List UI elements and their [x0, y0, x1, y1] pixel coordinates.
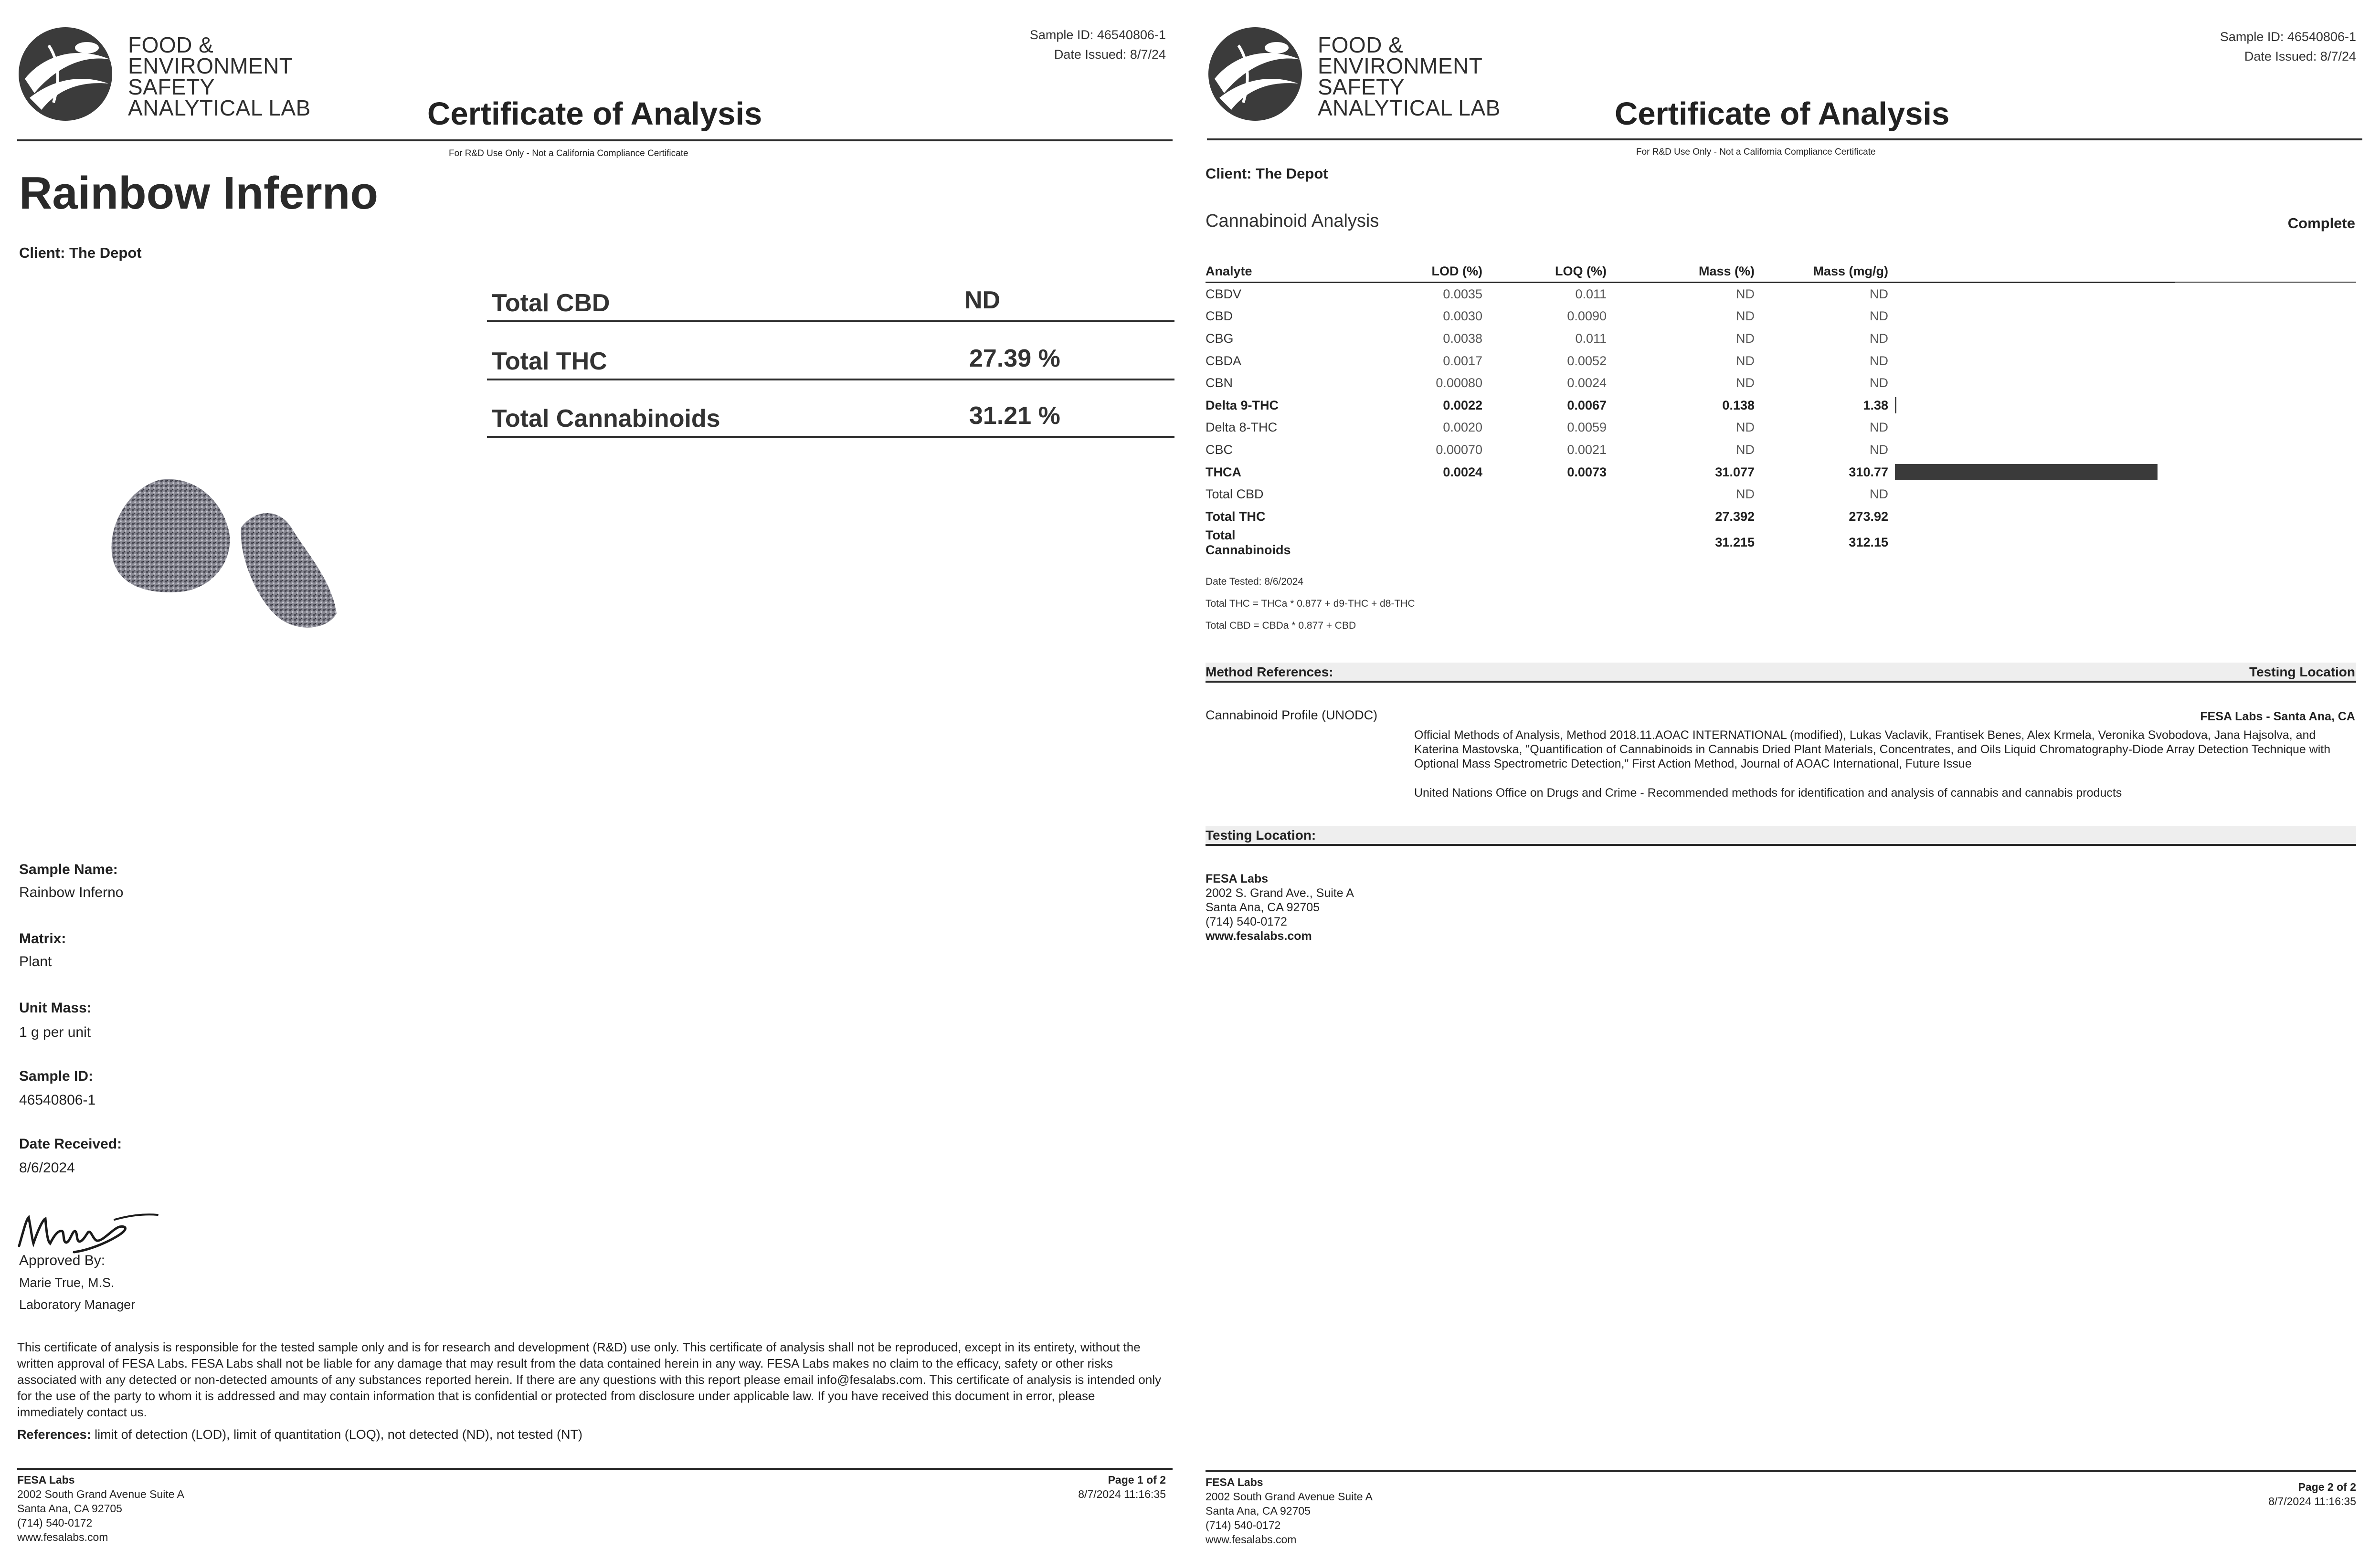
footer-rule [1206, 1470, 2356, 1472]
sample-photo [103, 470, 351, 637]
mass-mg-cell: ND [1870, 309, 1888, 324]
lod-cell [1320, 528, 1482, 558]
loq-cell: 0.0052 [1567, 353, 1607, 368]
footer-page-info: Page 1 of 2 8/7/2024 11:16:35 [1078, 1474, 1166, 1500]
field-label-sample-id: Sample ID: [19, 1068, 94, 1084]
header-rule [1207, 138, 2362, 140]
client-name: Client: The Depot [1206, 165, 1328, 182]
mass-pct-cell: 0.138 [1722, 398, 1755, 412]
lab-name: FOOD & ENVIRONMENT SAFETY ANALYTICAL LAB [1318, 32, 1501, 120]
testing-location-rule [1206, 844, 2356, 846]
mass-pct-cell: ND [1736, 487, 1755, 502]
mass-bar-cell [1888, 372, 2175, 394]
summary-row-total-cannabinoids: Total Cannabinoids 31.21 % [487, 395, 1174, 438]
testing-location-head: Testing Location: [1206, 828, 1316, 843]
analyte-cell: CBDA [1206, 353, 1242, 368]
section-title: Cannabinoid Analysis [1206, 211, 1379, 231]
loq-cell: 0.0059 [1567, 420, 1607, 435]
mass-mg-cell: 310.77 [1849, 464, 1888, 479]
loq-cell [1482, 483, 1607, 506]
table-row [1206, 506, 2175, 528]
analyte-cell: Delta 8-THC [1206, 420, 1278, 435]
mass-mg-cell: ND [1870, 376, 1888, 390]
table-header-row [1206, 263, 2175, 283]
col-analyte: Analyte [1206, 263, 1320, 283]
mass-pct-cell: ND [1736, 442, 1755, 457]
references: References: limit of detection (LOD), limit of quantitation (LOQ), not detected (ND), not tested (NT) [17, 1427, 582, 1442]
fesa-logo-icon [15, 26, 118, 124]
mass-bar-cell [1888, 394, 2175, 417]
mass-bar-cell [1888, 350, 2175, 372]
lod-cell: 0.0030 [1443, 309, 1482, 324]
table-row [1206, 372, 2175, 394]
summary-row-total-cbd: Total CBD ND [487, 279, 1174, 322]
mass-pct-cell: ND [1736, 376, 1755, 390]
loq-cell [1482, 528, 1607, 558]
lod-cell: 0.0038 [1443, 331, 1482, 346]
analyte-cell: CBC [1206, 442, 1233, 457]
mass-bar-cell [1888, 439, 2175, 461]
sample-id: Sample ID: 46540806-1 [2220, 30, 2356, 44]
method-name: Cannabinoid Profile (UNODC) [1206, 708, 1378, 722]
loq-cell [1482, 506, 1607, 528]
loq-cell: 0.0021 [1567, 442, 1607, 457]
analyte-cell: THCA [1206, 464, 1241, 479]
analyte-cell: CBD [1206, 309, 1233, 324]
lod-cell: 0.0035 [1443, 286, 1482, 301]
method-text-unodc: United Nations Office on Drugs and Crime - Recommended methods for identification and analysis of cannabis and cannabis products [1414, 786, 2122, 800]
mass-bar [1895, 397, 1896, 413]
page-title: Certificate of Analysis [1615, 96, 1950, 132]
date-issued: Date Issued: 8/7/24 [1054, 47, 1166, 62]
header-meta [1030, 28, 1166, 62]
date-issued: Date Issued: 8/7/24 [2244, 49, 2356, 63]
field-value-matrix: Plant [19, 954, 52, 970]
testing-location-label: Testing Location [2249, 664, 2355, 679]
method-rule [1206, 681, 2356, 683]
col-lod: LOD (%) [1320, 263, 1482, 283]
mass-mg-cell: 1.38 [1863, 398, 1888, 412]
table-row [1206, 306, 2175, 328]
table-row [1206, 327, 2175, 350]
footer-rule [17, 1468, 1173, 1470]
field-label-sample-name: Sample Name: [19, 862, 118, 877]
mass-pct-cell: 31.077 [1715, 464, 1755, 479]
client-name: Client: The Depot [19, 244, 142, 261]
mass-mg-cell: ND [1870, 331, 1888, 346]
mass-mg-cell: ND [1870, 487, 1888, 502]
date-tested: Date Tested: 8/6/2024 [1206, 576, 1304, 587]
analyte-cell: CBG [1206, 331, 1234, 346]
lod-cell: 0.0022 [1443, 398, 1482, 412]
mass-mg-cell: ND [1870, 353, 1888, 368]
table-row [1206, 350, 2175, 372]
table-row [1206, 461, 2175, 484]
field-label-matrix: Matrix: [19, 931, 66, 947]
loq-cell: 0.0073 [1567, 464, 1607, 479]
field-label-date-received: Date Received: [19, 1136, 122, 1152]
analysis-status: Complete [2287, 215, 2355, 232]
col-loq: LOQ (%) [1482, 263, 1607, 283]
mass-bar-cell [1888, 327, 2175, 350]
approver-title: Laboratory Manager [19, 1297, 136, 1312]
mass-bar-cell [1888, 283, 2175, 306]
rd-note: For R&D Use Only - Not a California Compliance Certificate [449, 148, 688, 158]
method-location: FESA Labs - Santa Ana, CA [2200, 710, 2355, 723]
loq-cell: 0.0090 [1567, 309, 1607, 324]
footer-address: FESA Labs 2002 South Grand Avenue Suite A Santa Ana, CA 92705 (714) 540-0172 www.fesalabs.com [17, 1474, 184, 1543]
mass-pct-cell: ND [1736, 331, 1755, 346]
mass-bar [1895, 464, 2158, 480]
mass-bar-cell [1888, 306, 2175, 328]
lod-cell: 0.00080 [1436, 376, 1482, 390]
col-mass-mg: Mass (mg/g) [1755, 263, 1888, 283]
page-title: Certificate of Analysis [427, 96, 762, 132]
lod-cell: 0.0020 [1443, 420, 1482, 435]
mass-bar-cell [1888, 417, 2175, 439]
analyte-cell: CBDV [1206, 286, 1242, 301]
table-row [1206, 528, 2175, 558]
table-row [1206, 439, 2175, 461]
cannabinoid-table [1206, 263, 2175, 558]
mass-pct-cell: 31.215 [1715, 535, 1755, 550]
cannabinoid-table-body [1206, 283, 2175, 558]
field-value-date-received: 8/6/2024 [19, 1160, 75, 1176]
footer-address: FESA Labs 2002 South Grand Avenue Suite A Santa Ana, CA 92705 (714) 540-0172 www.fesalabs.com [1206, 1476, 1373, 1546]
table-row [1206, 394, 2175, 417]
approver-name: Marie True, M.S. [19, 1275, 115, 1290]
mass-mg-cell: 312.15 [1849, 535, 1888, 550]
analyte-cell: Total Cannabinoids [1206, 527, 1291, 557]
mass-bar-cell [1888, 461, 2175, 484]
analyte-cell: Delta 9-THC [1206, 398, 1279, 412]
sample-id: Sample ID: 46540806-1 [1029, 28, 1166, 42]
mass-pct-cell: ND [1736, 286, 1755, 301]
mass-mg-cell: ND [1870, 286, 1888, 301]
method-references-label: Method References: [1206, 664, 1333, 679]
analyte-cell: Total CBD [1206, 487, 1264, 502]
mass-mg-cell: ND [1870, 442, 1888, 457]
field-value-sample-name: Rainbow Inferno [19, 885, 124, 900]
formula-total-cbd: Total CBD = CBDa * 0.877 + CBD [1206, 620, 1356, 631]
formula-total-thc: Total THC = THCa * 0.877 + d9-THC + d8-THC [1206, 598, 1415, 609]
loq-cell: 0.011 [1575, 331, 1607, 346]
mass-mg-cell: 273.92 [1849, 509, 1888, 524]
field-value-unit-mass: 1 g per unit [19, 1024, 91, 1040]
mass-pct-cell: ND [1736, 353, 1755, 368]
field-label-unit-mass: Unit Mass: [19, 1000, 92, 1016]
lod-cell: 0.0024 [1443, 464, 1482, 479]
mass-mg-cell: ND [1870, 420, 1888, 435]
product-name: Rainbow Inferno [19, 168, 378, 219]
mass-pct-cell: ND [1736, 420, 1755, 435]
loq-cell: 0.0024 [1567, 376, 1607, 390]
table-row [1206, 417, 2175, 439]
col-mass-pct: Mass (%) [1607, 263, 1755, 283]
mass-pct-cell: 27.392 [1715, 509, 1755, 524]
lod-cell: 0.00070 [1436, 442, 1482, 457]
loq-cell: 0.0067 [1567, 398, 1607, 412]
table-row [1206, 283, 2175, 306]
mass-bar-cell [1888, 528, 2175, 558]
signature [17, 1201, 160, 1258]
rd-note: For R&D Use Only - Not a California Compliance Certificate [1636, 147, 1876, 157]
lod-cell: 0.0017 [1443, 353, 1482, 368]
approved-by-label: Approved By: [19, 1253, 106, 1268]
analyte-cell: Total THC [1206, 509, 1266, 524]
coa-page-2 [1190, 0, 2380, 1560]
testing-location-address: FESA Labs 2002 S. Grand Ave., Suite A Santa Ana, CA 92705 (714) 540-0172 www.fesalabs.com [1206, 872, 1354, 943]
lod-cell [1320, 506, 1482, 528]
lod-cell [1320, 483, 1482, 506]
fesa-logo-icon [1205, 26, 1308, 124]
mass-bar-cell [1888, 483, 2175, 506]
summary-row-total-thc: Total THC 27.39 % [487, 337, 1174, 380]
table-row [1206, 483, 2175, 506]
footer-page-info: Page 2 of 2 8/7/2024 11:16:35 [2268, 1481, 2356, 1507]
header-meta [2220, 30, 2356, 64]
disclaimer: This certificate of analysis is responsible for the tested sample only and is for research and development (R&D) use only. This certificate of analysis shall not be reproduced, except in its entirety, without the written approval of FESA Labs. FESA Labs shall not be liable for any damage that may result from the data contained herein in any way. FESA Labs makes no claim to the efficacy, safety or other risks associated with any detected or non-detected amounts of any substances reported herein. If there are any questions with this report please email info@fesalabs.com. This certificate of analysis is intended only for the use of the party to whom it is addressed and may contain information that is confidential or protected from disclosure under applicable law. If you have received this document in error, please immediately contact us. [17, 1340, 1162, 1419]
mass-pct-cell: ND [1736, 309, 1755, 324]
mass-bar-cell [1888, 506, 2175, 528]
method-text-aoac: Official Methods of Analysis, Method 2018.11.AOAC INTERNATIONAL (modified), Lukas Vaclavik, Frantisek Benes, Alex Krmela, Veronika Svobodova, Jana Hajsolva, and Katerina Mastovska, "Quantification of Cannabinoids in Cannabis Dried Plant Materials, Concentrates, and Oils Liquid Chromatography-Diode Array Detection Technique with Optional Mass Spectrometric Detection," First Action Method, Journal of AOAC International, Future Issue [1414, 728, 2331, 770]
field-value-sample-id: 46540806-1 [19, 1092, 96, 1108]
loq-cell: 0.011 [1575, 286, 1607, 301]
analyte-cell: CBN [1206, 376, 1233, 390]
lab-name: FOOD & ENVIRONMENT SAFETY ANALYTICAL LAB [128, 32, 311, 120]
header-rule [17, 139, 1173, 141]
